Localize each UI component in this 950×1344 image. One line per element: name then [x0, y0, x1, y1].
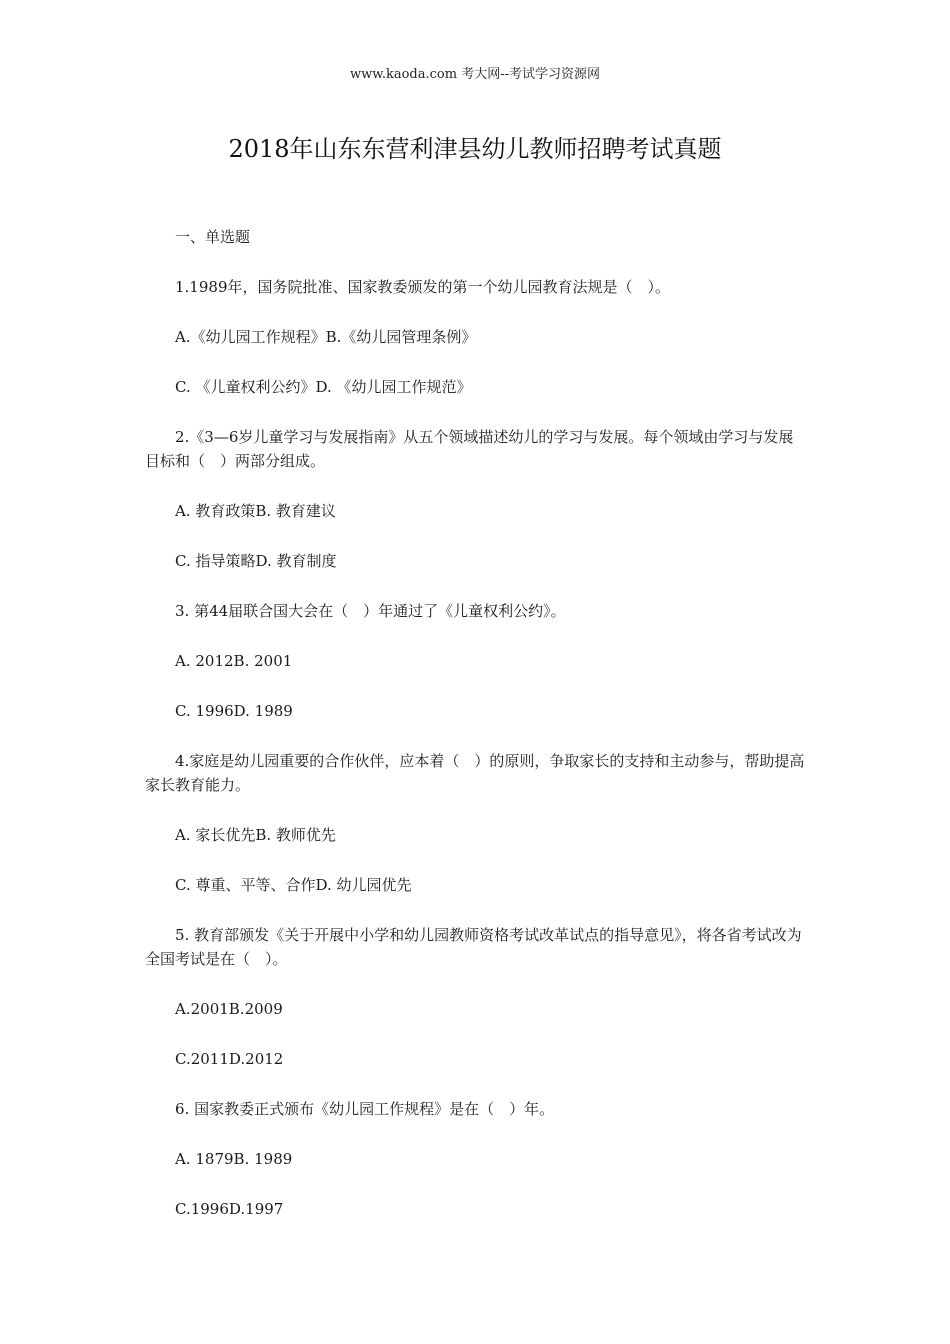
question-5-options-cd: C.2011D.2012 [175, 1050, 284, 1068]
page-header: www.kaoda.com 考大网--考试学习资源网 [350, 67, 600, 82]
question-3-options-cd: C. 1996D. 1989 [175, 702, 293, 720]
question-4-options-cd: C. 尊重、平等、合作D. 幼儿园优先 [175, 876, 412, 894]
question-4: 4.家庭是幼儿园重要的合作伙伴，应本着（ ）的原则，争取家长的支持和主动参与，帮助提高家长教育能力。 [145, 752, 805, 794]
question-1: 1.1989年，国务院批准、国家教委颁发的第一个幼儿园教育法规是（ ）。 [175, 278, 670, 296]
question-5-options-ab: A.2001B.2009 [175, 1000, 283, 1018]
section-heading: 一、单选题 [175, 228, 251, 246]
question-4-options-ab: A. 家长优先B. 教师优先 [175, 826, 336, 844]
document-body [145, 225, 807, 1221]
question-1-options-ab: A.《幼儿园工作规程》B.《幼儿园管理条例》 [175, 328, 477, 346]
question-2-options-ab: A. 教育政策B. 教育建议 [175, 502, 336, 520]
question-3-options-ab: A. 2012B. 2001 [175, 652, 293, 670]
page-title: 2018年山东东营利津县幼儿教师招聘考试真题 [228, 135, 722, 163]
question-3: 3. 第44届联合国大会在（ ）年通过了《儿童权利公约》。 [175, 602, 566, 620]
question-6: 6. 国家教委正式颁布《幼儿园工作规程》是在（ ）年。 [175, 1100, 555, 1118]
question-1-options-cd: C. 《儿童权利公约》D. 《幼儿园工作规范》 [175, 378, 472, 396]
question-6-options-cd: C.1996D.1997 [175, 1200, 284, 1218]
question-5: 5. 教育部颁发《关于开展中小学和幼儿园教师资格考试改革试点的指导意见》，将各省考试改为全国考试是在（ ）。 [145, 926, 802, 968]
question-2-options-cd: C. 指导策略D. 教育制度 [175, 552, 337, 570]
question-6-options-ab: A. 1879B. 1989 [175, 1150, 293, 1168]
question-2: 2.《3—6岁儿童学习与发展指南》从五个领域描述幼儿的学习与发展。每个领域由学习与发展目标和（ ）两部分组成。 [145, 428, 794, 470]
